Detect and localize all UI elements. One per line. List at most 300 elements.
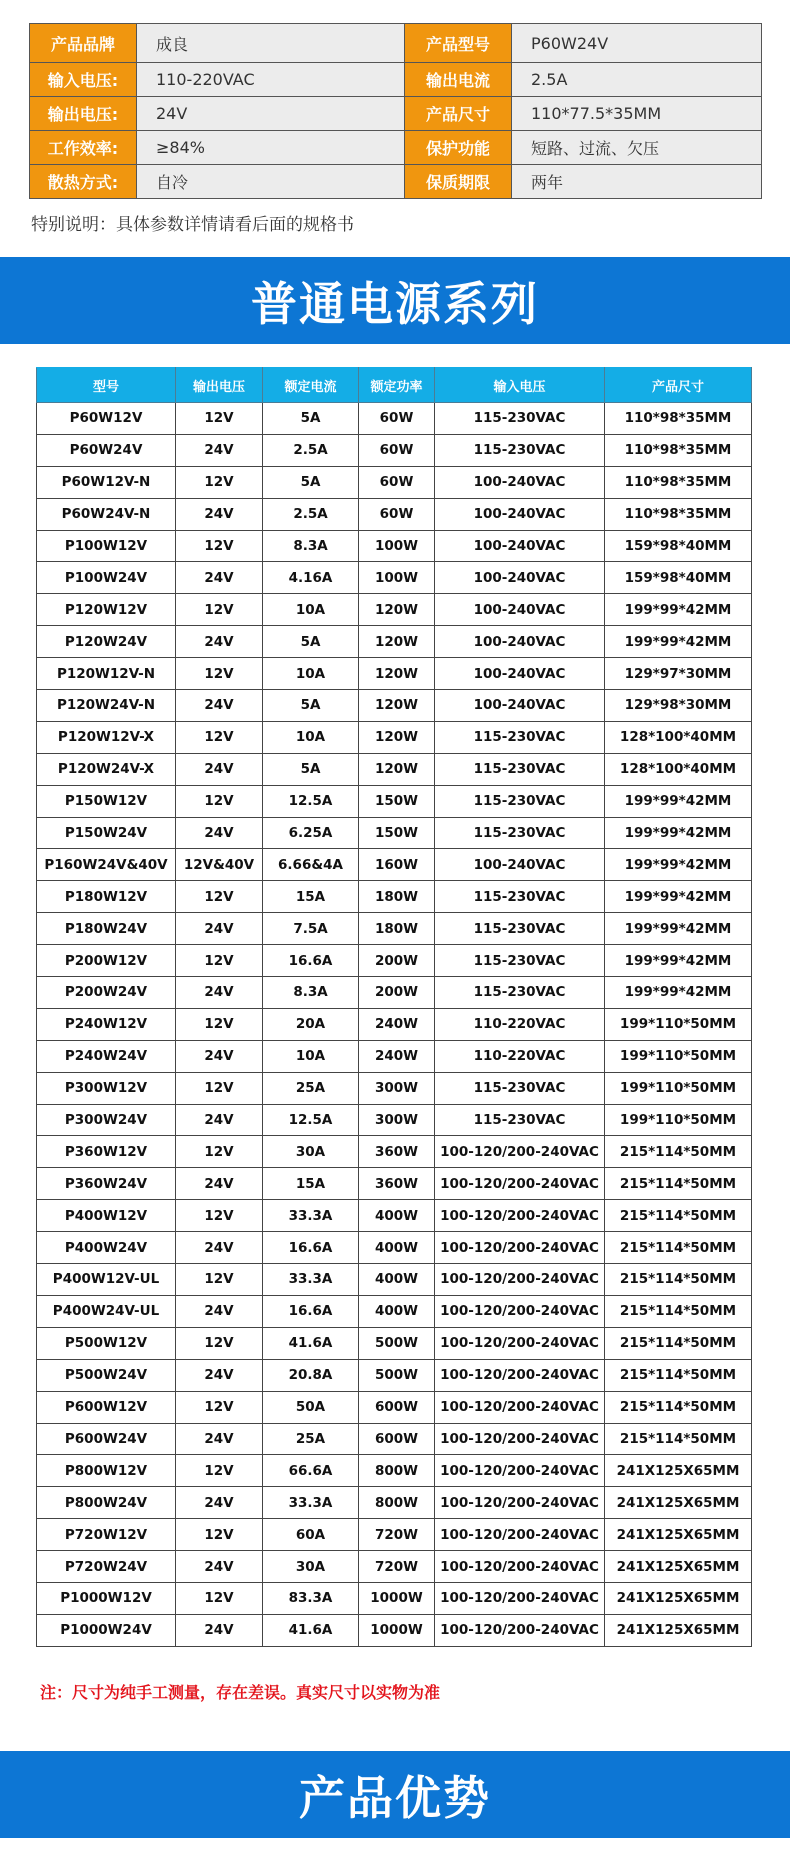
table-cell: P800W24V (37, 1487, 176, 1519)
table-cell: 200W (359, 945, 435, 977)
table-cell: 199*99*42MM (605, 785, 752, 817)
table-cell: 1000W (359, 1614, 435, 1646)
table-row (37, 721, 752, 753)
table-cell: 12V (176, 466, 263, 498)
table-cell: 241X125X65MM (605, 1487, 752, 1519)
spec-summary-table (29, 23, 762, 199)
table-cell: 15A (263, 1168, 359, 1200)
table-cell: 50A (263, 1391, 359, 1423)
table-cell: P400W24V (37, 1232, 176, 1264)
table-cell: 100-120/200-240VAC (435, 1391, 605, 1423)
table-cell: 41.6A (263, 1614, 359, 1646)
table-cell: 41.6A (263, 1327, 359, 1359)
table-cell: P500W12V (37, 1327, 176, 1359)
table-row (37, 1614, 752, 1646)
table-cell: P160W24V&40V (37, 849, 176, 881)
series-title: 普通电源系列 (251, 276, 539, 331)
table-cell: 215*114*50MM (605, 1168, 752, 1200)
table-cell: 100-240VAC (435, 498, 605, 530)
table-row (37, 594, 752, 626)
table-cell: 150W (359, 785, 435, 817)
column-header: 型号 (37, 368, 176, 403)
product-table (36, 367, 752, 1647)
table-row (37, 1295, 752, 1327)
table-cell: 10A (263, 721, 359, 753)
table-cell: 120W (359, 753, 435, 785)
spec-value: 自冷 (137, 165, 405, 199)
table-cell: 360W (359, 1168, 435, 1200)
table-cell: 15A (263, 881, 359, 913)
table-cell: P120W12V-N (37, 658, 176, 690)
table-cell: 100-240VAC (435, 466, 605, 498)
table-cell: 1000W (359, 1582, 435, 1614)
table-cell: 110*98*35MM (605, 498, 752, 530)
table-cell: P300W12V (37, 1072, 176, 1104)
table-cell: P240W24V (37, 1040, 176, 1072)
table-cell: 33.3A (263, 1200, 359, 1232)
table-cell: 60W (359, 498, 435, 530)
table-row (37, 785, 752, 817)
column-header: 额定电流 (263, 368, 359, 403)
table-row (37, 913, 752, 945)
table-cell: 215*114*50MM (605, 1232, 752, 1264)
table-cell: 24V (176, 1104, 263, 1136)
spec-value: 110-220VAC (137, 63, 405, 97)
table-row (37, 753, 752, 785)
table-cell: P200W24V (37, 977, 176, 1009)
table-row (37, 1104, 752, 1136)
table-cell: 24V (176, 1168, 263, 1200)
table-cell: 240W (359, 1040, 435, 1072)
table-cell: 24V (176, 1614, 263, 1646)
table-cell: 100-120/200-240VAC (435, 1327, 605, 1359)
table-row (37, 977, 752, 1009)
table-cell: 33.3A (263, 1264, 359, 1296)
spec-label: 输出电流 (405, 63, 512, 97)
table-cell: 12V (176, 1327, 263, 1359)
table-cell: 215*114*50MM (605, 1200, 752, 1232)
table-cell: P500W24V (37, 1359, 176, 1391)
spec-row (30, 165, 762, 199)
column-header: 输出电压 (176, 368, 263, 403)
table-cell: 199*110*50MM (605, 1008, 752, 1040)
table-cell: 600W (359, 1391, 435, 1423)
table-cell: 100-120/200-240VAC (435, 1136, 605, 1168)
table-cell: 100-120/200-240VAC (435, 1519, 605, 1551)
table-cell: 600W (359, 1423, 435, 1455)
table-cell: 120W (359, 658, 435, 690)
table-cell: 115-230VAC (435, 785, 605, 817)
table-row (37, 849, 752, 881)
table-cell: 199*99*42MM (605, 945, 752, 977)
table-cell: 100-240VAC (435, 849, 605, 881)
table-row (37, 434, 752, 466)
table-cell: 24V (176, 817, 263, 849)
table-cell: 100-120/200-240VAC (435, 1487, 605, 1519)
table-cell: 2.5A (263, 434, 359, 466)
table-cell: 100-120/200-240VAC (435, 1232, 605, 1264)
table-row (37, 1008, 752, 1040)
table-cell: 12V (176, 1519, 263, 1551)
table-cell: 66.6A (263, 1455, 359, 1487)
table-cell: 400W (359, 1232, 435, 1264)
table-cell: 25A (263, 1072, 359, 1104)
table-row (37, 1359, 752, 1391)
spec-row (30, 63, 762, 97)
table-row (37, 1040, 752, 1072)
table-cell: P400W24V-UL (37, 1295, 176, 1327)
table-row (37, 1327, 752, 1359)
spec-value: 2.5A (512, 63, 762, 97)
table-cell: 215*114*50MM (605, 1391, 752, 1423)
table-row (37, 466, 752, 498)
table-cell: 24V (176, 626, 263, 658)
table-cell: 720W (359, 1519, 435, 1551)
table-cell: 24V (176, 498, 263, 530)
spec-value: 成良 (137, 24, 405, 63)
table-cell: 120W (359, 626, 435, 658)
table-cell: 720W (359, 1551, 435, 1583)
table-cell: 800W (359, 1455, 435, 1487)
table-cell: 12.5A (263, 785, 359, 817)
table-cell: P720W12V (37, 1519, 176, 1551)
table-cell: P360W24V (37, 1168, 176, 1200)
spec-label: 产品尺寸 (405, 97, 512, 131)
table-cell: 24V (176, 1295, 263, 1327)
table-cell: 12V (176, 785, 263, 817)
table-cell: 10A (263, 658, 359, 690)
table-cell: 115-230VAC (435, 721, 605, 753)
spec-label: 工作效率: (30, 131, 137, 165)
column-header: 输入电压 (435, 368, 605, 403)
table-cell: 800W (359, 1487, 435, 1519)
table-cell: 60A (263, 1519, 359, 1551)
table-row (37, 1072, 752, 1104)
table-cell: 8.3A (263, 977, 359, 1009)
table-row (37, 1551, 752, 1583)
table-cell: P60W12V-N (37, 466, 176, 498)
table-cell: 241X125X65MM (605, 1455, 752, 1487)
table-cell: 5A (263, 753, 359, 785)
table-row (37, 1200, 752, 1232)
table-cell: 100-120/200-240VAC (435, 1582, 605, 1614)
table-cell: 115-230VAC (435, 403, 605, 435)
table-cell: 400W (359, 1295, 435, 1327)
spec-value: ≥84% (137, 131, 405, 165)
table-cell: P60W24V-N (37, 498, 176, 530)
spec-label: 散热方式: (30, 165, 137, 199)
table-cell: 24V (176, 434, 263, 466)
table-cell: 100-240VAC (435, 530, 605, 562)
table-row (37, 1136, 752, 1168)
remark-text: 特别说明：具体参数详情请看后面的规格书 (31, 215, 354, 235)
table-cell: 120W (359, 721, 435, 753)
table-cell: 160W (359, 849, 435, 881)
table-row (37, 1519, 752, 1551)
table-cell: 199*99*42MM (605, 977, 752, 1009)
table-cell: 12V (176, 658, 263, 690)
table-cell: 12V (176, 1200, 263, 1232)
table-cell: 241X125X65MM (605, 1551, 752, 1583)
table-cell: 129*97*30MM (605, 658, 752, 690)
spec-label: 保质期限 (405, 165, 512, 199)
table-cell: 2.5A (263, 498, 359, 530)
column-header: 额定功率 (359, 368, 435, 403)
table-cell: P180W12V (37, 881, 176, 913)
table-row (37, 562, 752, 594)
table-cell: 400W (359, 1200, 435, 1232)
table-cell: 24V (176, 1232, 263, 1264)
table-cell: P60W24V (37, 434, 176, 466)
table-cell: 24V (176, 1487, 263, 1519)
table-row (37, 1391, 752, 1423)
table-cell: 100-240VAC (435, 594, 605, 626)
table-row (37, 498, 752, 530)
table-cell: 128*100*40MM (605, 721, 752, 753)
table-cell: 24V (176, 1359, 263, 1391)
table-cell: 100-120/200-240VAC (435, 1264, 605, 1296)
table-cell: 12V (176, 403, 263, 435)
table-cell: 12V (176, 594, 263, 626)
table-row (37, 945, 752, 977)
table-cell: 20A (263, 1008, 359, 1040)
table-cell: 30A (263, 1551, 359, 1583)
table-cell: 240W (359, 1008, 435, 1040)
table-cell: 199*99*42MM (605, 626, 752, 658)
table-cell: 500W (359, 1359, 435, 1391)
table-cell: 60W (359, 403, 435, 435)
table-cell: 24V (176, 1423, 263, 1455)
table-cell: 7.5A (263, 913, 359, 945)
table-cell: 24V (176, 1040, 263, 1072)
table-cell: 12V (176, 721, 263, 753)
table-cell: P100W24V (37, 562, 176, 594)
table-cell: 6.66&4A (263, 849, 359, 881)
spec-value: 两年 (512, 165, 762, 199)
table-cell: 215*114*50MM (605, 1264, 752, 1296)
table-cell: 241X125X65MM (605, 1519, 752, 1551)
table-row (37, 1232, 752, 1264)
table-cell: 6.25A (263, 817, 359, 849)
table-cell: 115-230VAC (435, 881, 605, 913)
table-cell: 10A (263, 594, 359, 626)
table-cell: P150W24V (37, 817, 176, 849)
table-cell: P720W24V (37, 1551, 176, 1583)
table-cell: 400W (359, 1264, 435, 1296)
table-cell: 115-230VAC (435, 753, 605, 785)
measurement-note: 注：尺寸为纯手工测量，存在差误。真实尺寸以实物为准 (40, 1683, 441, 1702)
series-banner (0, 257, 790, 344)
table-cell: 12V (176, 1455, 263, 1487)
table-cell: 100-120/200-240VAC (435, 1168, 605, 1200)
table-cell: 60W (359, 466, 435, 498)
table-cell: 100-120/200-240VAC (435, 1455, 605, 1487)
table-cell: 180W (359, 881, 435, 913)
table-cell: 120W (359, 690, 435, 722)
table-cell: 12V (176, 1008, 263, 1040)
table-cell: 200W (359, 977, 435, 1009)
table-cell: 500W (359, 1327, 435, 1359)
column-header: 产品尺寸 (605, 368, 752, 403)
table-row (37, 658, 752, 690)
table-cell: 199*99*42MM (605, 849, 752, 881)
table-cell: P120W12V (37, 594, 176, 626)
table-cell: 199*99*42MM (605, 817, 752, 849)
table-cell: 215*114*50MM (605, 1359, 752, 1391)
table-cell: 12V (176, 530, 263, 562)
spec-label: 产品品牌 (30, 24, 137, 63)
table-cell: 115-230VAC (435, 434, 605, 466)
table-cell: P100W12V (37, 530, 176, 562)
table-cell: 100-240VAC (435, 690, 605, 722)
table-cell: 12.5A (263, 1104, 359, 1136)
table-cell: 24V (176, 690, 263, 722)
table-cell: 150W (359, 817, 435, 849)
table-cell: 12V (176, 945, 263, 977)
table-cell: 129*98*30MM (605, 690, 752, 722)
table-cell: 12V (176, 1136, 263, 1168)
table-cell: 199*110*50MM (605, 1072, 752, 1104)
table-cell: 5A (263, 690, 359, 722)
table-cell: 5A (263, 626, 359, 658)
table-cell: 159*98*40MM (605, 562, 752, 594)
table-cell: 100-120/200-240VAC (435, 1551, 605, 1583)
table-cell: 100-240VAC (435, 626, 605, 658)
table-cell: P600W24V (37, 1423, 176, 1455)
table-row (37, 817, 752, 849)
table-cell: 8.3A (263, 530, 359, 562)
table-cell: 159*98*40MM (605, 530, 752, 562)
table-header-row (37, 368, 752, 403)
table-cell: 83.3A (263, 1582, 359, 1614)
table-cell: 24V (176, 562, 263, 594)
table-cell: 16.6A (263, 1232, 359, 1264)
spec-row (30, 97, 762, 131)
table-cell: P300W24V (37, 1104, 176, 1136)
table-cell: 4.16A (263, 562, 359, 594)
table-row (37, 1487, 752, 1519)
table-cell: 10A (263, 1040, 359, 1072)
advantages-banner (0, 1751, 790, 1838)
table-cell: 110-220VAC (435, 1008, 605, 1040)
table-cell: 199*99*42MM (605, 594, 752, 626)
table-cell: P180W24V (37, 913, 176, 945)
spec-label: 产品型号 (405, 24, 512, 63)
table-cell: 12V (176, 1264, 263, 1296)
spec-value: 24V (137, 97, 405, 131)
table-cell: 215*114*50MM (605, 1327, 752, 1359)
table-cell: 110*98*35MM (605, 434, 752, 466)
table-cell: 128*100*40MM (605, 753, 752, 785)
table-cell: 24V (176, 753, 263, 785)
table-cell: P60W12V (37, 403, 176, 435)
table-cell: 115-230VAC (435, 1072, 605, 1104)
table-cell: 110*98*35MM (605, 403, 752, 435)
spec-label: 输入电压: (30, 63, 137, 97)
spec-value: 110*77.5*35MM (512, 97, 762, 131)
table-cell: P150W12V (37, 785, 176, 817)
table-cell: 199*110*50MM (605, 1040, 752, 1072)
table-cell: 180W (359, 913, 435, 945)
table-cell: P1000W24V (37, 1614, 176, 1646)
table-row (37, 1423, 752, 1455)
table-cell: 199*99*42MM (605, 913, 752, 945)
table-cell: P800W12V (37, 1455, 176, 1487)
spec-label: 保护功能 (405, 131, 512, 165)
table-cell: 100W (359, 562, 435, 594)
table-row (37, 881, 752, 913)
table-cell: 100-240VAC (435, 562, 605, 594)
table-cell: P200W12V (37, 945, 176, 977)
table-cell: P1000W12V (37, 1582, 176, 1614)
table-cell: 115-230VAC (435, 817, 605, 849)
table-cell: 100W (359, 530, 435, 562)
table-cell: 100-120/200-240VAC (435, 1359, 605, 1391)
table-cell: 24V (176, 913, 263, 945)
table-cell: 300W (359, 1072, 435, 1104)
table-cell: P360W12V (37, 1136, 176, 1168)
table-cell: P400W12V-UL (37, 1264, 176, 1296)
table-cell: 241X125X65MM (605, 1582, 752, 1614)
table-cell: 215*114*50MM (605, 1423, 752, 1455)
table-cell: 110*98*35MM (605, 466, 752, 498)
table-cell: 115-230VAC (435, 1104, 605, 1136)
table-cell: 115-230VAC (435, 913, 605, 945)
table-cell: 5A (263, 466, 359, 498)
table-cell: 30A (263, 1136, 359, 1168)
table-cell: 12V (176, 1582, 263, 1614)
table-cell: 25A (263, 1423, 359, 1455)
spec-value: P60W24V (512, 24, 762, 63)
table-cell: 100-120/200-240VAC (435, 1614, 605, 1646)
table-row (37, 626, 752, 658)
table-cell: 100-120/200-240VAC (435, 1423, 605, 1455)
table-row (37, 530, 752, 562)
table-cell: 241X125X65MM (605, 1614, 752, 1646)
table-cell: P120W24V-N (37, 690, 176, 722)
table-row (37, 1455, 752, 1487)
spec-label: 输出电压: (30, 97, 137, 131)
table-cell: 115-230VAC (435, 977, 605, 1009)
table-cell: 12V (176, 1072, 263, 1104)
table-row (37, 403, 752, 435)
table-row (37, 690, 752, 722)
table-cell: P120W24V (37, 626, 176, 658)
table-cell: 120W (359, 594, 435, 626)
table-cell: 60W (359, 434, 435, 466)
table-cell: 33.3A (263, 1487, 359, 1519)
table-cell: 199*110*50MM (605, 1104, 752, 1136)
table-cell: P120W24V-X (37, 753, 176, 785)
table-row (37, 1582, 752, 1614)
table-cell: 100-120/200-240VAC (435, 1200, 605, 1232)
spec-row (30, 24, 762, 63)
table-cell: 360W (359, 1136, 435, 1168)
table-cell: 16.6A (263, 945, 359, 977)
table-cell: 100-240VAC (435, 658, 605, 690)
table-cell: 215*114*50MM (605, 1136, 752, 1168)
table-cell: 115-230VAC (435, 945, 605, 977)
table-cell: 12V (176, 881, 263, 913)
table-cell: P400W12V (37, 1200, 176, 1232)
table-cell: 20.8A (263, 1359, 359, 1391)
table-cell: 110-220VAC (435, 1040, 605, 1072)
advantages-title: 产品优势 (299, 1770, 491, 1825)
table-cell: 16.6A (263, 1295, 359, 1327)
table-cell: 199*99*42MM (605, 881, 752, 913)
table-row (37, 1168, 752, 1200)
spec-value: 短路、过流、欠压 (512, 131, 762, 165)
